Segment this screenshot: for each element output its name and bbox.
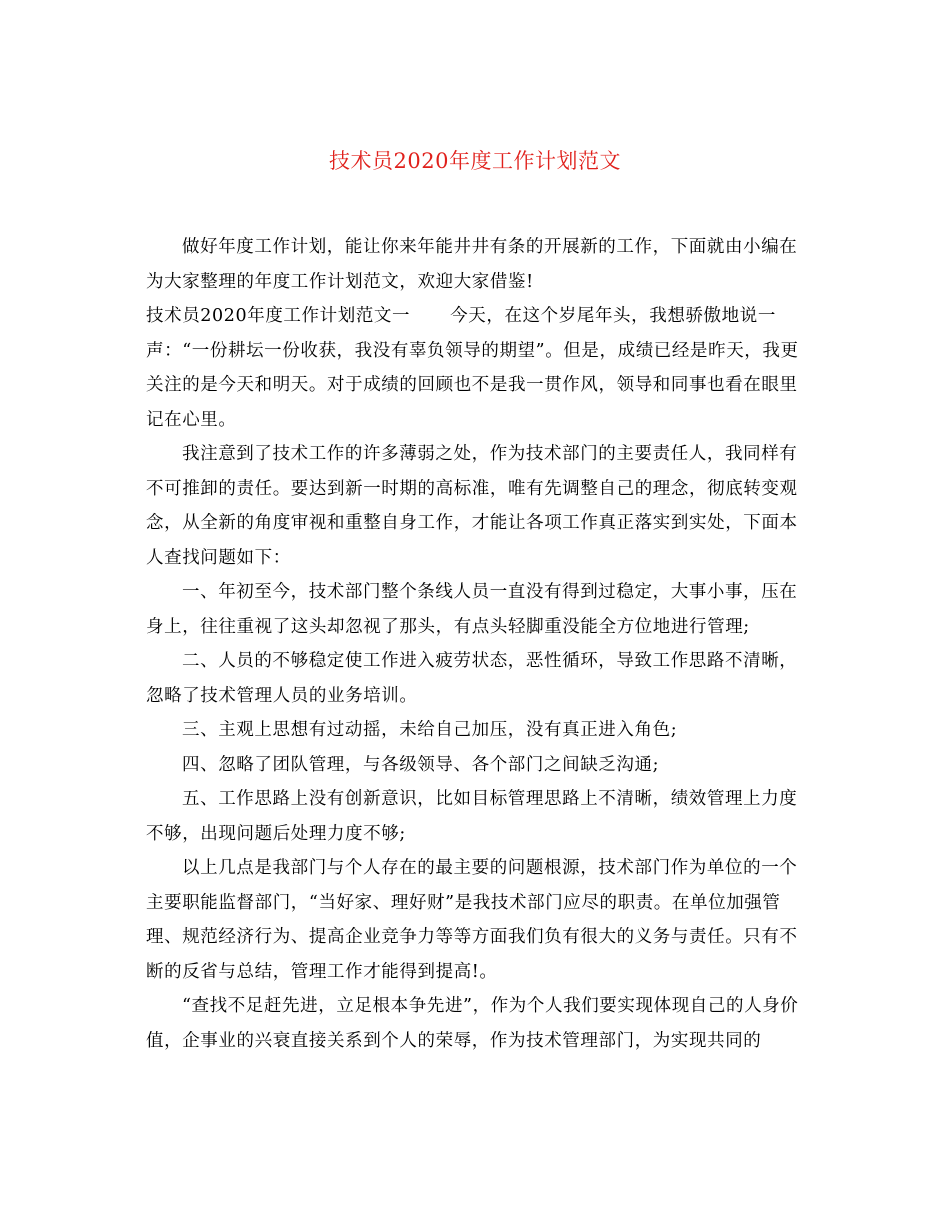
- paragraph-9: “查找不足赶先进，立足根本争先进”，作为个人我们要实现体现自己的人身价值，企事业的兴衰直接关系到个人的荣辱，作为技术管理部门，为实现共同的: [146, 996, 799, 1051]
- paragraph-4: 二、人员的不够稳定使工作进入疲劳状态，恶性循环，导致工作思路不清晰，忽略了技术管理人员的业务培训。: [146, 651, 798, 706]
- paragraph-6: 四、忽略了团队管理，与各级领导、各个部门之间缺乏沟通;: [182, 754, 660, 775]
- document-body: [146, 230, 806, 1058]
- intro-paragraph: 做好年度工作计划，能让你来年能井井有条的开展新的工作，下面就由小编在为大家整理的年度工作计划范文，欢迎大家借鉴!: [146, 237, 798, 292]
- section-paragraph: [146, 299, 806, 437]
- section-heading: 技术员2020年度工作计划范文一: [146, 306, 411, 326]
- paragraph-7: 五、工作思路上没有创新意识，比如目标管理思路上不清晰，绩效管理上力度不够，出现问题后处理力度不够;: [146, 789, 798, 844]
- paragraph-8: 以上几点是我部门与个人存在的最主要的问题根源，技术部门作为单位的一个主要职能监督部门，“当好家、理好财”是我技术部门应尽的职责。在单位加强管理、规范经济行为、提高企业竞争力等等方面我们负有很大的义务与责任。只有不断的反省与总结，管理工作才能得到提高!。: [146, 858, 798, 982]
- paragraph-2: 我注意到了技术工作的许多薄弱之处，作为技术部门的主要责任人，我同样有不可推卸的责任。要达到新一时期的高标准，唯有先调整自己的理念，彻底转变观念，从全新的角度审视和重整自身工作，才能让各项工作真正落实到实处，下面本人查找问题如下：: [146, 444, 798, 568]
- section-body-text: 今天，在这个岁尾年头，我想骄傲地说一声：“一份耕坛一份收获，我没有辜负领导的期望”。但是，成绩已经是昨天，我更关注的是今天和明天。对于成绩的回顾也不是我一贯作风，领导和同事也看在眼里记在心里。: [146, 306, 799, 430]
- document-title: 技术员2020年度工作计划范文: [329, 149, 621, 173]
- paragraph-5: 三、主观上思想有过动摇，未给自己加压，没有真正进入角色;: [182, 720, 678, 740]
- paragraph-3: 一、年初至今，技术部门整个条线人员一直没有得到过稳定，大事小事，压在身上，往往重视了这头却忽视了那头，有点头轻脚重没能全方位地进行管理;: [146, 582, 798, 637]
